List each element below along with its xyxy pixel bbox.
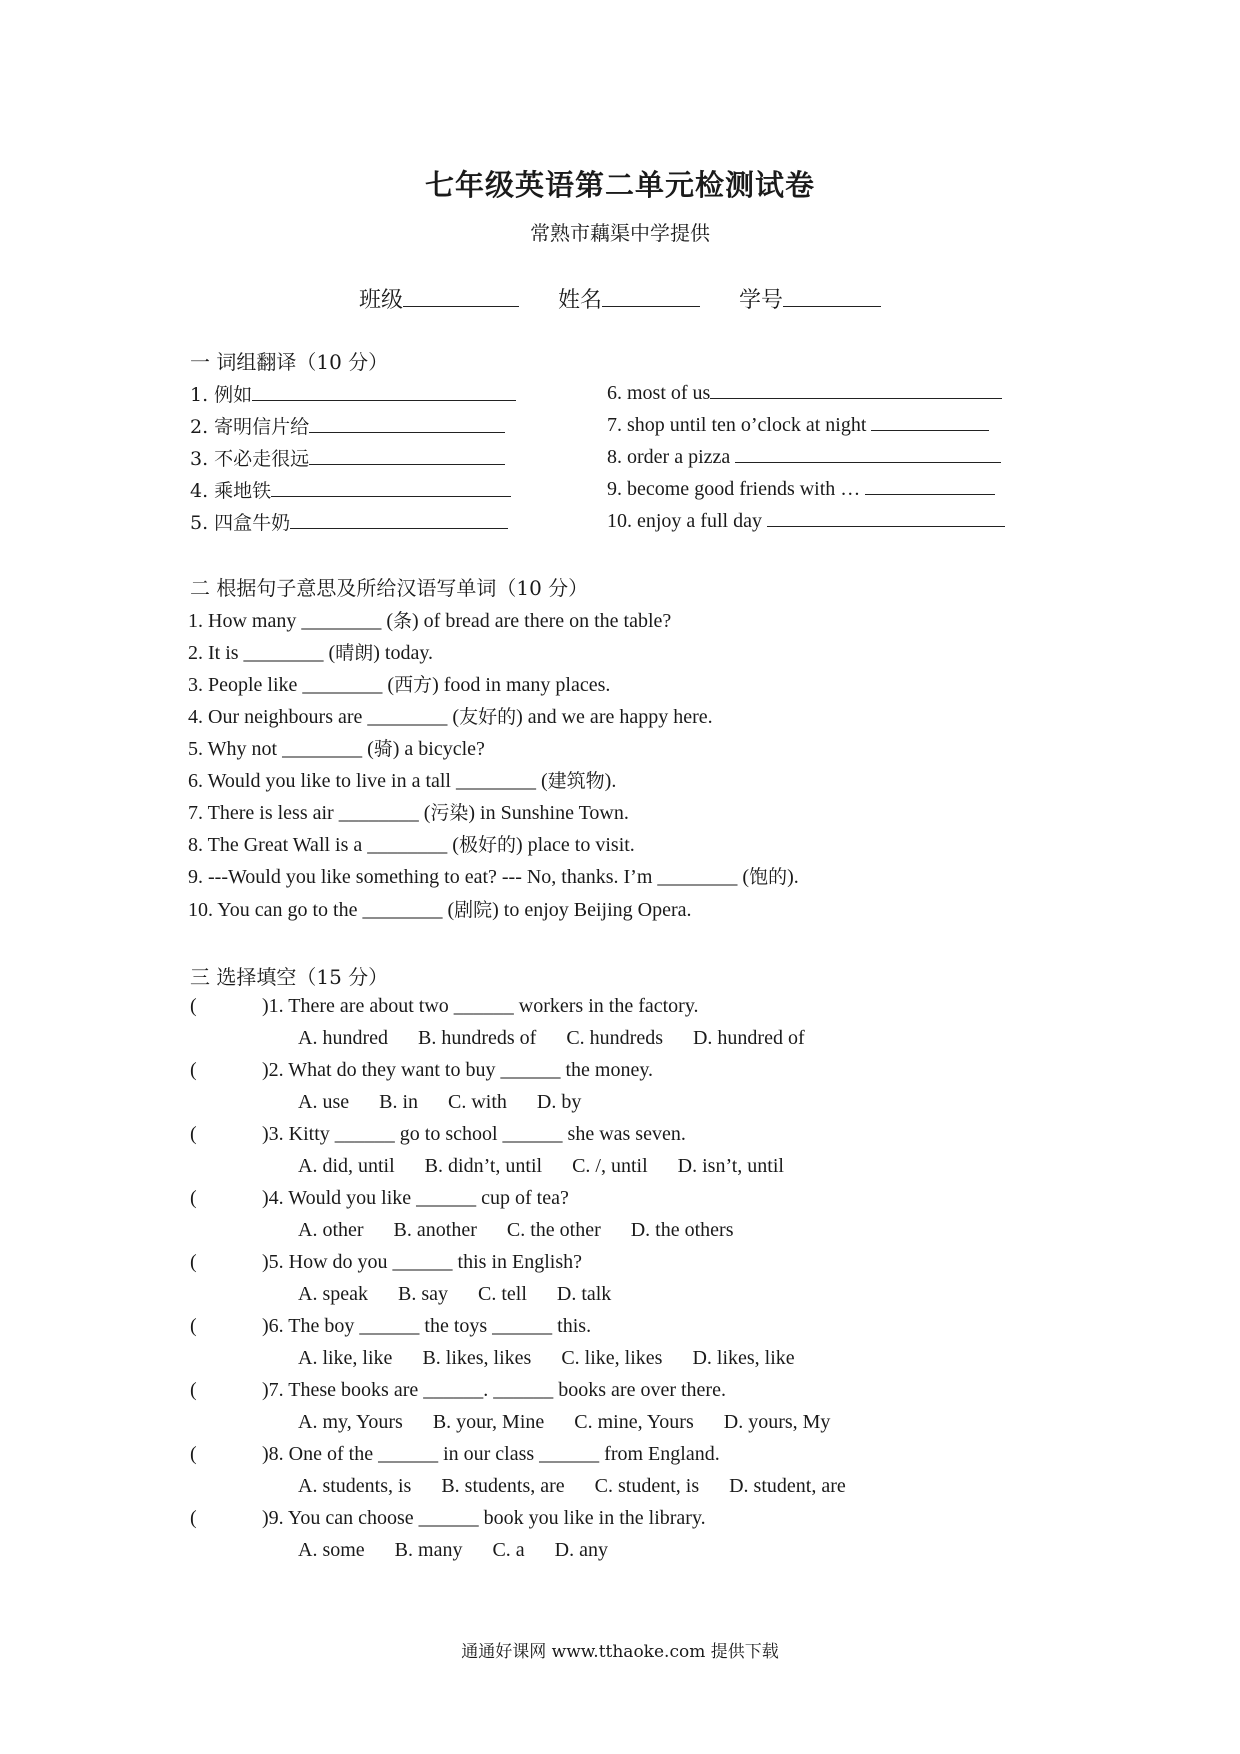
answer-bracket[interactable]: ( (190, 995, 197, 1017)
option: C. mine, Yours (574, 1411, 694, 1433)
option: D. isn’t, until (677, 1155, 784, 1177)
option: B. say (397, 1283, 448, 1305)
option: C. like, likes (561, 1347, 663, 1369)
answer-bracket[interactable]: ( (190, 1507, 197, 1529)
fill-sentence[interactable]: 5. Why not ________ (骑) a bicycle? (188, 738, 485, 760)
question-options (298, 1475, 876, 1498)
answer-bracket[interactable]: ( (190, 1443, 197, 1465)
section2-heading: 二 根据句子意思及所给汉语写单词（10 分） (190, 576, 589, 600)
option: A. like, like (298, 1347, 393, 1369)
question-options (298, 1155, 814, 1178)
question-options (298, 1283, 641, 1306)
option: A. students, is (298, 1475, 412, 1497)
option: A. my, Yours (298, 1411, 403, 1433)
class-field[interactable]: 班级 (359, 283, 519, 314)
question-text: )2. What do they want to buy ______ the money. (262, 1059, 654, 1081)
fill-sentence[interactable]: 1. How many ________ (条) of bread are there on the table? (188, 610, 672, 632)
answer-bracket[interactable]: ( (190, 1187, 197, 1209)
option: B. many (394, 1539, 463, 1561)
question-text: )3. Kitty ______ go to school ______ she was seven. (262, 1123, 686, 1145)
section1-heading: 一 词组翻译（10 分） (190, 350, 389, 374)
option: A. other (298, 1219, 364, 1241)
option: A. did, until (298, 1155, 395, 1177)
fill-sentence[interactable]: 8. The Great Wall is a ________ (极好的) place to visit. (188, 834, 635, 856)
option: C. hundreds (566, 1027, 663, 1049)
answer-bracket[interactable]: ( (190, 1315, 197, 1337)
question-text: )5. How do you ______ this in English? (262, 1251, 582, 1273)
phrase-item[interactable]: 6. most of us (607, 380, 1002, 405)
option: C. tell (477, 1283, 527, 1305)
student-number-field[interactable]: 学号 (739, 283, 881, 314)
question-text: )7. These books are ______. ______ books are over there. (262, 1379, 726, 1401)
option: B. didn’t, until (424, 1155, 543, 1177)
question-options (298, 1411, 860, 1434)
phrase-item[interactable]: 3. 不必走很远 (190, 444, 505, 471)
fill-sentence[interactable]: 4. Our neighbours are ________ (友好的) and we are happy here. (188, 706, 713, 728)
phrase-item[interactable]: 10. enjoy a full day (607, 508, 1005, 533)
phrase-item[interactable]: 2. 寄明信片给 (190, 412, 505, 439)
phrase-item[interactable]: 7. shop until ten o’clock at night (607, 412, 989, 437)
answer-bracket[interactable]: ( (190, 1123, 197, 1145)
name-field[interactable]: 姓名 (558, 283, 700, 314)
question-text: )9. You can choose ______ book you like in the library. (262, 1507, 706, 1529)
fill-sentence[interactable]: 2. It is ________ (晴朗) today. (188, 642, 434, 664)
fill-sentence[interactable]: 10. You can go to the ________ (剧院) to enjoy Beijing Opera. (188, 899, 692, 921)
option: B. in (379, 1091, 419, 1113)
option: A. hundred (298, 1027, 388, 1049)
answer-bracket[interactable]: ( (190, 1059, 197, 1081)
option: C. student, is (594, 1475, 700, 1497)
option: D. yours, My (723, 1411, 831, 1433)
question-text: )1. There are about two ______ workers in the factory. (262, 995, 699, 1017)
question-text: )6. The boy ______ the toys ______ this. (262, 1315, 592, 1337)
answer-bracket[interactable]: ( (190, 1251, 197, 1273)
option: D. by (536, 1091, 582, 1113)
option: D. talk (556, 1283, 612, 1305)
fill-sentence[interactable]: 9. ---Would you like something to eat? --- No, thanks. I’m ________ (饱的). (188, 866, 799, 888)
section3-heading: 三 选择填空（15 分） (190, 965, 389, 989)
option: C. /, until (572, 1155, 648, 1177)
option: B. students, are (441, 1475, 565, 1497)
option: C. the other (506, 1219, 601, 1241)
option: C. a (492, 1539, 525, 1561)
phrase-item[interactable]: 5. 四盒牛奶 (190, 508, 508, 535)
option: B. hundreds of (417, 1027, 537, 1049)
question-text: )8. One of the ______ in our class ______ from England. (262, 1443, 720, 1465)
question-options (298, 1027, 835, 1050)
phrase-item[interactable]: 1. 例如 (190, 380, 516, 407)
option: D. any (554, 1539, 608, 1561)
question-options (298, 1219, 764, 1242)
student-info-line (0, 283, 1240, 314)
fill-sentence[interactable]: 6. Would you like to live in a tall ________ (建筑物). (188, 770, 617, 792)
phrase-item[interactable]: 9. become good friends with … (607, 476, 995, 501)
option: D. likes, like (692, 1347, 795, 1369)
question-options (298, 1091, 611, 1114)
option: A. speak (298, 1283, 368, 1305)
option: A. some (298, 1539, 365, 1561)
phrase-item[interactable]: 8. order a pizza (607, 444, 1001, 469)
option: A. use (298, 1091, 350, 1113)
option: B. likes, likes (422, 1347, 532, 1369)
question-options (298, 1539, 638, 1562)
option: D. the others (630, 1219, 734, 1241)
question-options (298, 1347, 825, 1370)
page-subtitle: 常熟市藕渠中学提供 (530, 221, 710, 245)
option: D. hundred of (692, 1027, 805, 1049)
option: B. another (393, 1219, 477, 1241)
question-text: )4. Would you like ______ cup of tea? (262, 1187, 569, 1209)
phrase-item[interactable]: 4. 乘地铁 (190, 476, 511, 503)
option: B. your, Mine (432, 1411, 545, 1433)
answer-bracket[interactable]: ( (190, 1379, 197, 1401)
page-footer: 通通好课网 www.tthaoke.com 提供下载 (461, 1642, 779, 1662)
page-title: 七年级英语第二单元检测试卷 (424, 168, 815, 202)
fill-sentence[interactable]: 7. There is less air ________ (污染) in Sunshine Town. (188, 802, 629, 824)
option: D. student, are (729, 1475, 846, 1497)
fill-sentence[interactable]: 3. People like ________ (西方) food in many places. (188, 674, 611, 696)
option: C. with (448, 1091, 507, 1113)
